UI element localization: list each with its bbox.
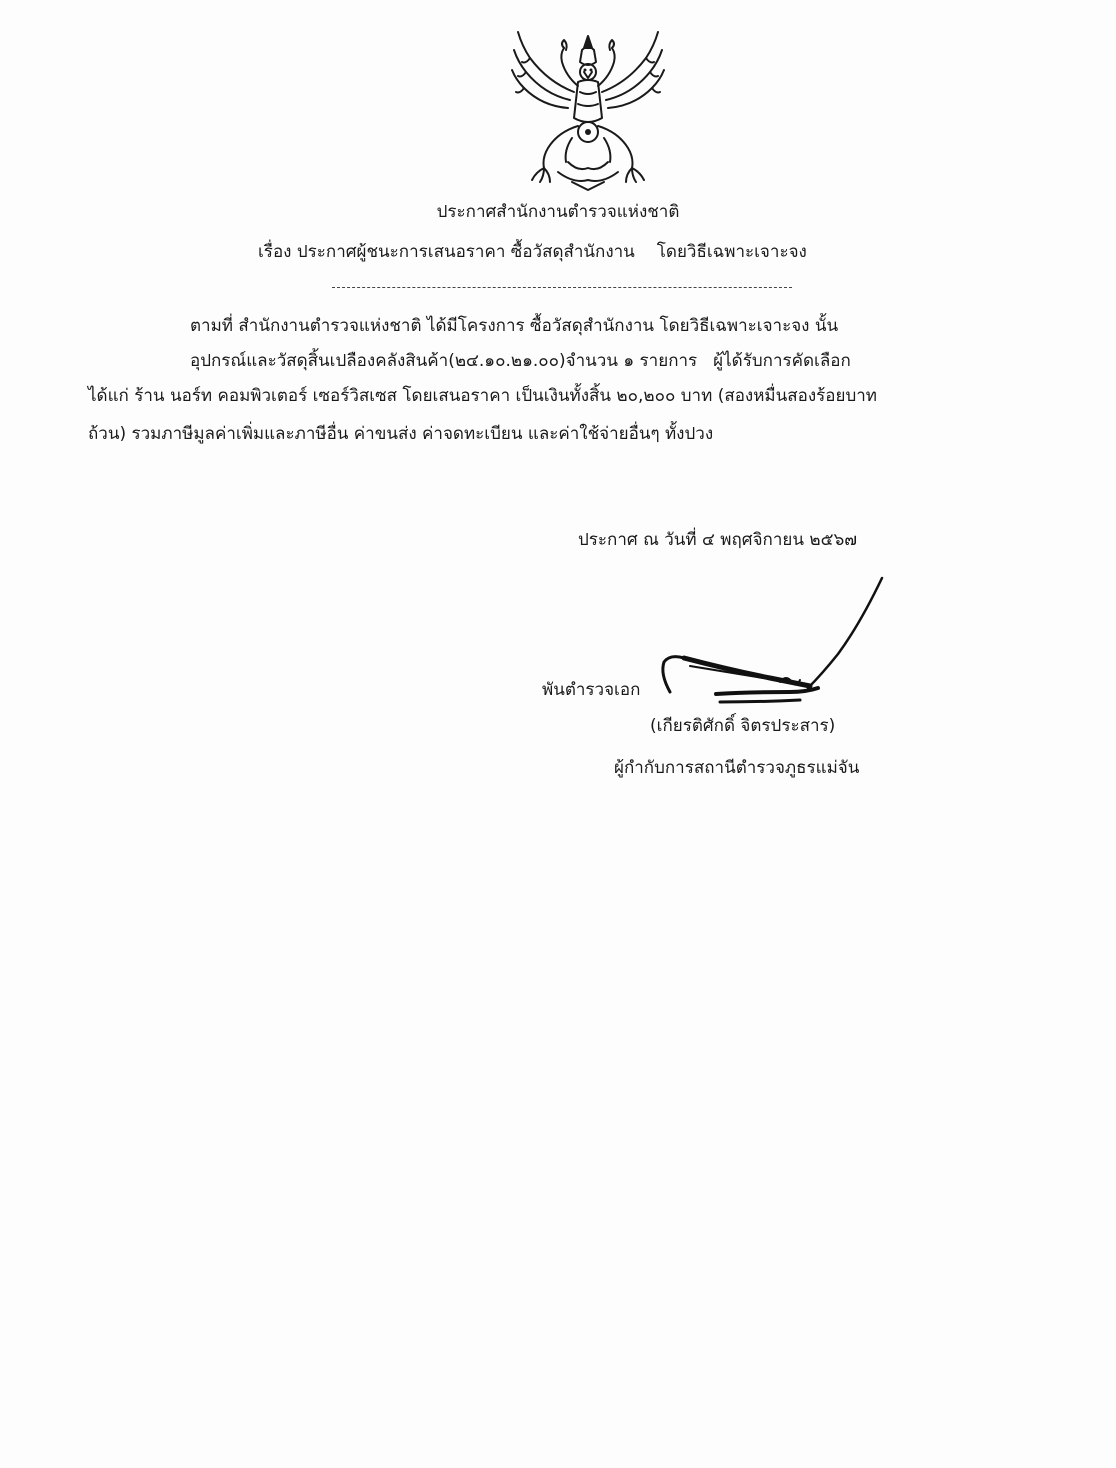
signer-rank: พันตำรวจเอก [542,680,641,700]
body-line-2 [190,349,851,373]
handwritten-signature [650,574,890,714]
body-line-4: ถ้วน) รวมภาษีมูลค่าเพิ่มและภาษีอื่น ค่าขนส่ง ค่าจดทะเบียน และค่าใช้จ่ายอื่นๆ ทั้งปวง [88,424,714,444]
body-line-2-selected: ผู้ได้รับการคัดเลือก [713,351,851,371]
body-line-2-items: อุปกรณ์และวัสดุสิ้นเปลืองคลังสินค้า(๒๔.๑๐.๒๑.๐๐)จำนวน ๑ รายการ [190,351,698,371]
signer-name: (เกียรติศักดิ์ จิตรประสาร) [650,716,836,736]
subject-method: โดยวิธีเฉพาะเจาะจง [656,242,807,262]
announcement-date: ประกาศ ณ วันที่ ๔ พฤศจิกายน ๒๕๖๗ [578,530,858,550]
garuda-emblem-icon [508,22,668,194]
subject-line [258,240,807,264]
signer-position: ผู้กำกับการสถานีตำรวจภูธรแม่จัน [614,758,860,778]
dashed-divider [332,287,792,288]
body-line-3: ได้แก่ ร้าน นอร์ท คอมพิวเตอร์ เซอร์วิสเซส โดยเสนอราคา เป็นเงินทั้งสิ้น ๒๐,๒๐๐ บาท (สองหมื่นสองร้อยบาท [88,386,877,406]
subject-prefix: เรื่อง ประกาศผู้ชนะการเสนอราคา ซื้อวัสดุสำนักงาน [258,242,635,262]
agency-heading: ประกาศสำนักงานตำรวจแห่งชาติ [436,202,680,222]
body-line-1: ตามที่ สำนักงานตำรวจแห่งชาติ ได้มีโครงการ ซื้อวัสดุสำนักงาน โดยวิธีเฉพาะเจาะจง นั้น [190,316,839,336]
